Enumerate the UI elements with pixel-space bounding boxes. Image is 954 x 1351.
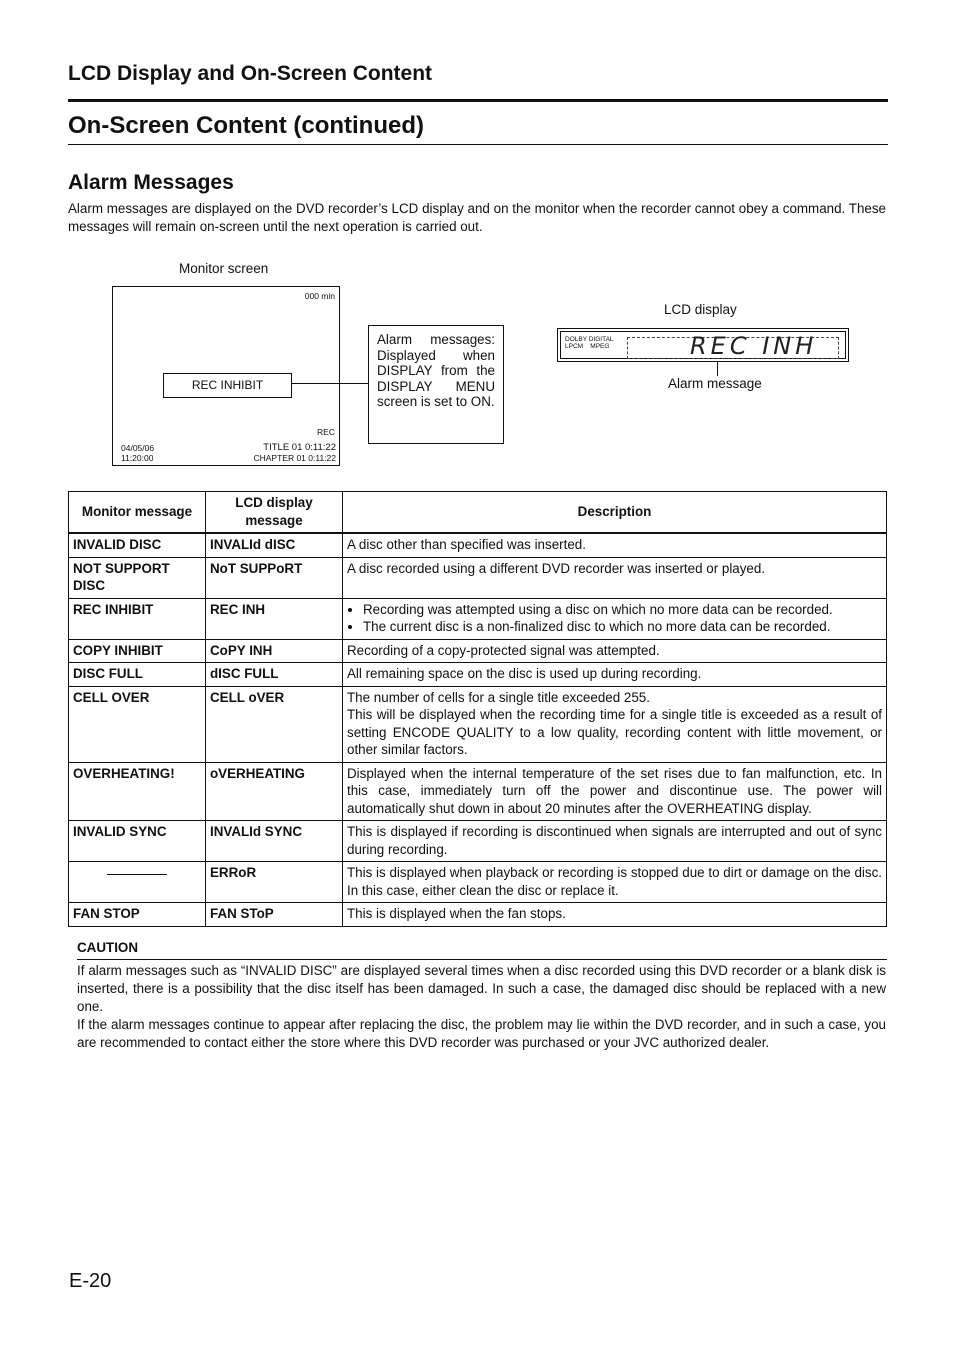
lcd-lpcm-indicator: LPCM — [565, 343, 584, 350]
monitor-message-cell: INVALID SYNC — [69, 821, 206, 862]
lcd-message-cell: INVALId dISC — [206, 533, 343, 557]
description-cell: This is displayed when playback or recording is stopped due to dirt or damage on the disc. In this case, either clean the disc or replace it. — [343, 862, 887, 903]
alarm-intro: Alarm messages are displayed on the DVD recorder’s LCD display and on the monitor when the recorder cannot obey a command. These messages will remain on-screen until the next operation is carried out. — [68, 201, 886, 234]
lcd-segment-text: REC INH — [690, 332, 818, 360]
alarm-heading: Alarm Messages — [68, 171, 234, 194]
description-cell: Displayed when the internal temperature of the set rises due to fan malfunction, etc. In this case, immediately turn off the power and discontinue use. The power will automatically shut down in about 20 minutes after the OVERHEATING display. — [343, 762, 887, 821]
alarm-message-table — [68, 491, 887, 927]
monitor-datetime — [121, 443, 154, 463]
lcd-message-cell: FAN SToP — [206, 903, 343, 927]
lcd-mpeg-indicator: MPEG — [590, 343, 610, 350]
section-header: LCD Display and On-Screen Content — [68, 62, 433, 85]
description-line: This will be displayed when the recording time for a single title is exceeded as a result of setting ENCODE QUALITY to a low quality, recording content with little movement, or other similar factors. — [347, 707, 882, 757]
lcd-message-cell: ERRoR — [206, 862, 343, 903]
monitor-title-line: TITLE 01 0:11:22 — [263, 442, 336, 453]
description-cell: All remaining space on the disc is used up during recording. — [343, 663, 887, 687]
monitor-date: 04/05/06 — [121, 443, 155, 453]
monitor-chapter-line: CHAPTER 01 0:11:22 — [253, 453, 336, 463]
table-row — [69, 903, 887, 927]
monitor-message-cell: CELL OVER — [69, 686, 206, 762]
description-line: The number of cells for a single title exceeded 255. — [347, 689, 650, 705]
description-cell: Recording of a copy-protected signal was attempted. — [343, 639, 887, 663]
page-title: On-Screen Content (continued) — [68, 112, 424, 139]
table-row — [69, 821, 887, 862]
monitor-message-cell: REC INHIBIT — [69, 598, 206, 639]
monitor-alarm-message: REC INHIBIT — [163, 373, 292, 398]
callout-text: Alarm messages: Displayed when DISPLAY from the DISPLAY MENU screen is set to ON. — [377, 332, 495, 409]
lcd-message-cell: CoPY INH — [206, 639, 343, 663]
description-cell: A disc other than specified was inserted. — [343, 533, 887, 557]
header-monitor-message: Monitor message — [69, 492, 206, 534]
description-bullet: • The current disc is a non-finalized disc to which no more data can be recorded. — [363, 618, 882, 636]
lcd-message-cell: INVALId SYNC — [206, 821, 343, 862]
description-cell: This is displayed when the fan stops. — [343, 903, 887, 927]
monitor-message-cell: NOT SUPPORT DISC — [69, 557, 206, 598]
lcd-message-cell: CELL oVER — [206, 686, 343, 762]
table-row — [69, 598, 887, 639]
description-cell: This is displayed if recording is discontinued when signals are interrupted and out of sync during recording. — [343, 821, 887, 862]
caution-paragraph: If alarm messages such as “INVALID DISC” are displayed several times when a disc recorded using this DVD recorder or a blank disk is inserted, there is a possibility that the disc itself has been damaged. In such a case, the damaged disc should be replaced with a new one. — [77, 963, 886, 1014]
table-row — [69, 862, 887, 903]
lcd-message-cell: oVERHEATING — [206, 762, 343, 821]
lcd-message-cell: dISC FULL — [206, 663, 343, 687]
lcd-message-cell: REC INH — [206, 598, 343, 639]
description-bullet: • Recording was attempted using a disc on which no more data can be recorded. — [363, 601, 882, 619]
table-row — [69, 686, 887, 762]
lcd-inner — [560, 331, 846, 359]
callout-box — [368, 325, 504, 444]
monitor-title-chapter — [253, 443, 336, 463]
caution-rule — [77, 959, 887, 960]
monitor-message-cell: FAN STOP — [69, 903, 206, 927]
monitor-minutes: 000 min — [304, 291, 335, 301]
table-row — [69, 639, 887, 663]
lcd-dolby-indicator: DOLBY DIGITAL — [565, 336, 614, 343]
table-row — [69, 557, 887, 598]
table-row — [69, 762, 887, 821]
caution-title: CAUTION — [77, 940, 138, 955]
lcd-display — [557, 328, 849, 362]
header-description: Description — [343, 492, 887, 534]
title-rule — [68, 144, 888, 145]
alarm-message-label: Alarm message — [668, 376, 762, 391]
monitor-message-cell: INVALID DISC — [69, 533, 206, 557]
no-message-dash — [107, 874, 167, 875]
header-lcd-message: LCD display message — [206, 492, 343, 534]
monitor-message-cell: OVERHEATING! — [69, 762, 206, 821]
lcd-segment-area — [627, 332, 839, 360]
monitor-message-cell-empty — [69, 862, 206, 903]
description-cell — [343, 686, 887, 762]
table-row — [69, 533, 887, 557]
caution-body — [77, 962, 886, 1052]
description-cell — [343, 598, 887, 639]
callout-connector — [292, 383, 368, 384]
monitor-message-cell: DISC FULL — [69, 663, 206, 687]
monitor-message-cell: COPY INHIBIT — [69, 639, 206, 663]
lcd-indicators — [565, 336, 614, 350]
lcd-message-cell: NoT SUPPoRT — [206, 557, 343, 598]
table-row — [69, 663, 887, 687]
page-number: E-20 — [69, 1270, 112, 1292]
description-cell: A disc recorded using a different DVD recorder was inserted or played. — [343, 557, 887, 598]
monitor-time: 11:20:00 — [121, 453, 154, 463]
lcd-label: LCD display — [664, 302, 737, 317]
monitor-screen — [112, 286, 340, 466]
monitor-rec: REC — [317, 427, 335, 437]
table-header-row — [69, 492, 887, 534]
lcd-format-indicators — [565, 343, 614, 350]
caution-paragraph: If the alarm messages continue to appear after replacing the disc, the problem may lie within the DVD recorder, and in such a case, you are recommended to contact either the store where this DVD recorder was purchased or your JVC authorized dealer. — [77, 1017, 886, 1050]
description-bullets — [347, 601, 882, 636]
lcd-pointer-line — [717, 362, 718, 376]
header-rule — [68, 99, 888, 102]
monitor-label: Monitor screen — [179, 261, 269, 276]
